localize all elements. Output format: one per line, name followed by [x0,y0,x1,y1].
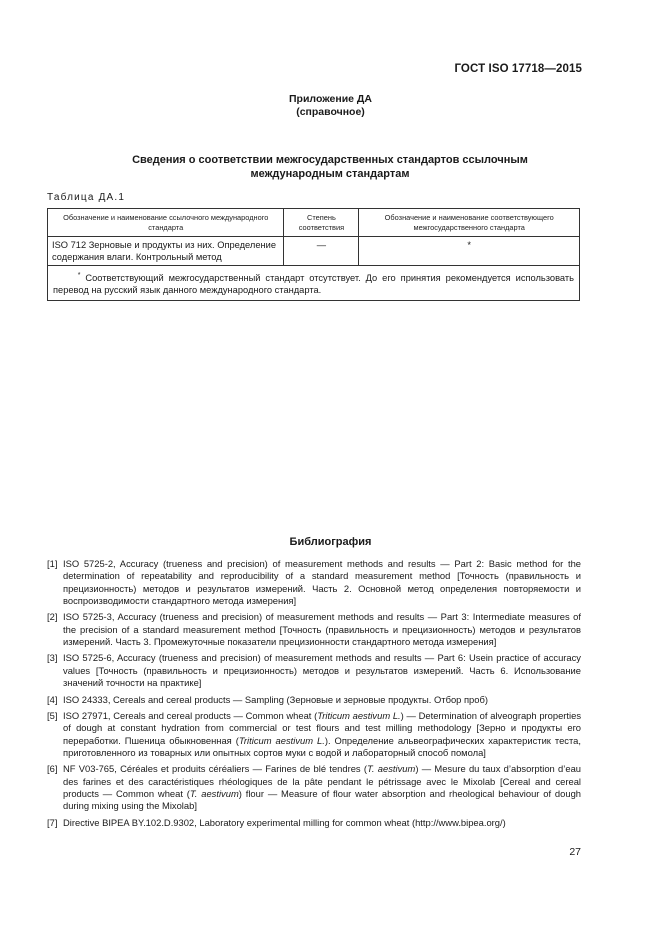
table-footnote-row [48,266,580,301]
bibliography-item-text: ISO 5725-2, Accuracy (trueness and precision) of measurement methods and results — Part 2: Basic method for the determination of repeatability and reproducibility of a standard measurement method [Точность (правильность и прецизионность) методов и результатов измерений. Часть 2. Основной метод определения повторяемости и воспроизводимости стандартного метода измерения] [63,558,581,606]
annex-heading [0,93,661,119]
bibliography-title: Библиография [289,536,372,548]
bibliography-item [47,558,581,607]
species-name: T. aestivum [189,787,239,799]
table-header-row [48,209,580,237]
bibliography-item [47,710,581,759]
table-footnote [48,266,580,301]
bibliography-item [47,817,581,829]
table-row [48,237,580,266]
bibliography-item-text: Directive BIPEA BY.102.D.9302, Laboratory experimental milling for common wheat (http://www.bipea.org/) [63,816,506,828]
footnote-text: Соответствующий межгосударственный стандарт отсутствует. До его принятия рекомендуется использовать перевод на русский язык данного международного стандарта. [53,273,574,295]
bibliography-item-text: ISO 27971, Cereals and cereal products — Common wheat (Triticum aestivum L.) — Determination of alveograph properties of dough at constant hydration from commercial or test flours and test milling methodology [Зерно и продукты его переработки. Пшеница обыкновенная (Triticum aestivum L.). Определение альвеографических характеристик теста, приготовленного из товарных или опытных сортов муки с водой и лабораторный способ помола] [63,710,582,758]
header-degree-of-conformity: Степень соответствия [284,209,359,237]
annex-subtitle: (справочное) [296,106,365,118]
table-caption: Таблица ДА.1 [47,192,126,203]
cell-degree: — [284,237,359,266]
bibliography-item [47,694,581,706]
section-title-line-2: международным стандартам [250,168,410,180]
bibliography-item-number: [4] [47,693,58,705]
page-number: 27 [569,846,581,858]
bibliography-item-text: ISO 24333, Cereals and cereal products — Sampling (Зерновые и зерновые продукты. Отбор проб) [63,693,488,705]
bibliography-item-number: [2] [47,611,58,623]
bibliography-item-number: [3] [47,652,58,664]
header-reference-standard: Обозначение и наименование ссылочного международного стандарта [48,209,284,237]
bibliography-item-text: NF V03-765, Céréales et produits céréaliers — Farines de blé tendres (T. aestivum) — Mesure du taux d’absorption d’eau des farines et des caractéristiques rhéologiques de la pâte pendant le pétrissage avec le Mixolab [Cereal and cereal products — Common wheat (T. aestivum) flour — Measure of flour water absorption and rheological behaviour of dough during mixing using the Mixolab] [63,763,582,812]
standard-code-header: ГОСТ ISO 17718—2015 [454,63,582,75]
bibliography-item-number: [7] [47,816,58,828]
bibliography-item-text: ISO 5725-6, Accuracy (trueness and precision) of measurement methods and results — Part 6: Usein practice of accuracy values [Точность (правильность и прецизионность) методов и результатов измерений. Часть 6. Использование значений точности на практике] [63,652,581,689]
species-name: Triticum aestivum L. [317,710,401,722]
bibliography-item-number: [6] [47,763,58,775]
footnote-mark: * [77,272,81,279]
cell-reference-standard: ISO 712 Зерновые и продукты из них. Определение содержания влаги. Контрольный метод [48,237,284,266]
bibliography-item-text: ISO 5725-3, Accuracy (trueness and precision) of measurement methods and results — Part 3: Intermediate measures of the precision of a standard measurement method [Точность (правильность и прецизионность) методов и результатов измерений. Часть 3. Промежуточные показатели прецизионности стандартного метода измерения] [63,611,581,647]
bibliography-item [47,611,581,648]
bibliography-item-number: [1] [47,558,58,569]
bibliography-item-number: [5] [47,710,58,722]
bibliography-item [47,652,581,689]
cell-corresponding-standard: * [359,237,580,266]
section-title-line-1: Сведения о соответствии межгосударственных стандартов ссылочным [132,154,528,166]
bibliography-list [47,558,581,833]
annex-title: Приложение ДА [289,93,372,105]
bibliography-item [47,763,581,812]
section-title [80,153,580,181]
header-corresponding-standard: Обозначение и наименование соответствующего межгосударственного стандарта [359,209,580,237]
conformity-table [47,208,580,301]
species-name: Triticum aestivum L. [238,734,325,746]
species-name: T. aestivum [367,763,416,775]
